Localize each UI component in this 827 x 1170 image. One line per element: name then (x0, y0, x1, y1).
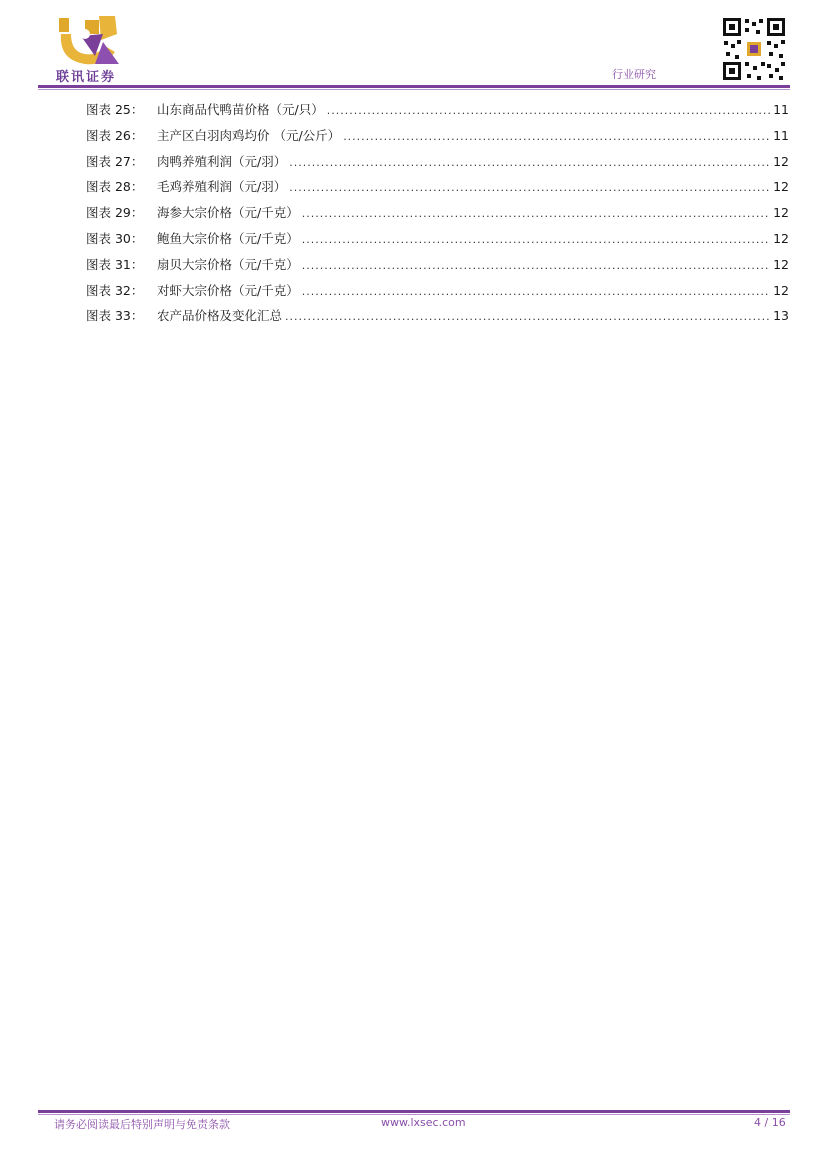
toc-entry-page: 13 (773, 308, 789, 324)
toc-entry[interactable] (86, 203, 789, 229)
toc-leader (302, 207, 770, 220)
toc-leader (302, 233, 770, 246)
qr-code-icon (721, 16, 787, 82)
toc-entry-label: 图表 29： (86, 205, 144, 221)
toc-entry-title: 海参大宗价格（元/千克） (157, 205, 299, 221)
toc-entry-page: 11 (773, 127, 789, 143)
toc-entry-page: 12 (773, 282, 789, 298)
toc-entry-label: 图表 28： (86, 179, 144, 195)
toc-entry-page: 12 (773, 153, 789, 169)
toc-leader (285, 310, 770, 323)
toc-entry-title: 肉鸭养殖利润（元/羽） (157, 153, 287, 169)
toc-entry-title: 鲍鱼大宗价格（元/千克） (157, 230, 299, 246)
toc-entry-page: 11 (773, 102, 789, 117)
toc-entry[interactable] (86, 229, 789, 255)
toc-leader (343, 130, 770, 143)
company-name: 联讯证券 (56, 70, 117, 85)
toc-entry-title: 山东商品代鸭苗价格（元/只） (157, 102, 324, 117)
toc-entry-label: 图表 26： (86, 127, 144, 143)
toc-entry-page: 12 (773, 230, 789, 246)
footer-rule (38, 1110, 790, 1113)
toc-entry-title: 对虾大宗价格（元/千克） (157, 282, 299, 298)
section-label: 行业研究 (612, 68, 656, 81)
toc-entry[interactable] (86, 177, 789, 203)
toc-entry[interactable] (86, 126, 789, 152)
toc-entry[interactable] (86, 100, 789, 126)
toc-leader (302, 285, 770, 298)
toc-entry-title: 农产品价格及变化汇总 (157, 308, 283, 324)
toc-entry-label: 图表 33： (86, 308, 144, 324)
toc-entry[interactable] (86, 255, 789, 281)
toc-leader (302, 259, 770, 272)
toc-leader (289, 156, 770, 169)
toc-entry-label: 图表 32： (86, 282, 144, 298)
toc-entry[interactable] (86, 152, 789, 178)
footer-rule-thin (38, 1114, 790, 1115)
page-number: 4 / 16 (754, 1116, 786, 1129)
figure-list (86, 100, 789, 332)
toc-entry-title: 毛鸡养殖利润（元/羽） (157, 179, 287, 195)
toc-entry-page: 12 (773, 256, 789, 272)
toc-entry-label: 图表 25： (86, 102, 144, 117)
toc-entry-label: 图表 30： (86, 230, 144, 246)
toc-entry[interactable] (86, 281, 789, 307)
toc-leader (327, 104, 770, 117)
toc-entry-page: 12 (773, 205, 789, 221)
toc-entry-title: 主产区白羽肉鸡均价 （元/公斤） (157, 127, 341, 143)
toc-entry-label: 图表 31： (86, 256, 144, 272)
toc-entry-label: 图表 27： (86, 153, 144, 169)
toc-entry-page: 12 (773, 179, 789, 195)
header-rule-thin (38, 89, 790, 90)
footer-disclaimer: 请务必阅读最后特别声明与免责条款 (54, 1118, 230, 1131)
toc-entry[interactable] (86, 306, 789, 332)
toc-entry-title: 扇贝大宗价格（元/千克） (157, 256, 299, 272)
toc-leader (289, 181, 770, 194)
footer-website-link[interactable]: www.lxsec.com (381, 1116, 466, 1129)
header-rule (38, 85, 790, 88)
